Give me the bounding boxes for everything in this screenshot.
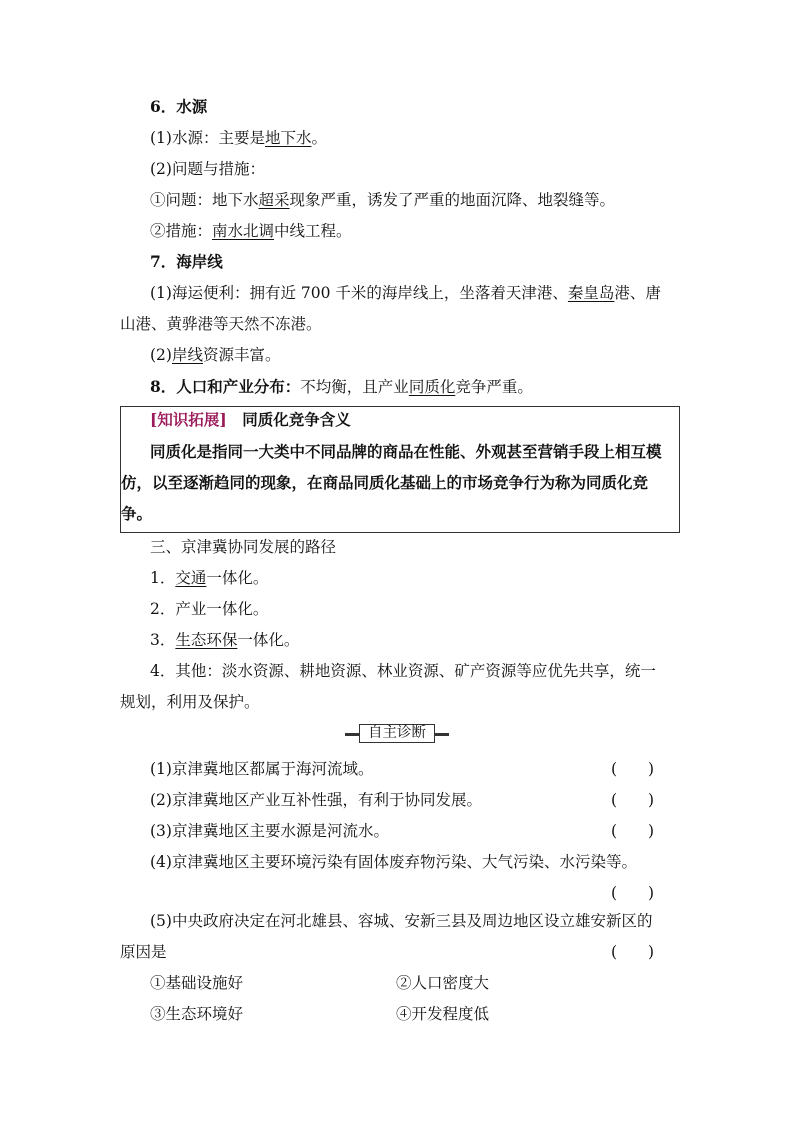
s6-line-2: (2)问题与措施： <box>150 160 265 178</box>
answer-blank-3[interactable]: ( ) <box>611 822 655 840</box>
s6-line-4: ②措施：南水北调中线工程。 <box>150 222 352 240</box>
section-8-heading: 8．人口和产业分布： <box>150 377 301 396</box>
s6-underlined-overexploit: 超采 <box>258 191 290 209</box>
s6-underlined-groundwater: 地下水 <box>264 129 312 147</box>
path-item-2: 2．产业一体化。 <box>150 600 269 618</box>
question-5-cont: 原因是 <box>120 943 167 961</box>
banner-right-bar <box>435 733 449 736</box>
path-item-1: 1．交通一体化。 <box>150 569 269 587</box>
s7-line-1-cont: 山港、黄骅港等天然不冻港。 <box>120 315 322 333</box>
s7-line-2: (2)岸线资源丰富。 <box>150 346 281 364</box>
option-4: ④开发程度低 <box>396 1005 490 1023</box>
question-5: (5)中央政府决定在河北雄县、容城、安新三县及周边地区设立雄安新区的 <box>150 912 653 930</box>
option-1: ①基础设施好 <box>150 974 244 992</box>
self-diagnosis-title: 自主诊断 <box>359 724 435 743</box>
section-6-heading: 6．水源 <box>150 97 208 116</box>
answer-blank-1[interactable]: ( ) <box>611 760 655 778</box>
s6-line-1: (1)水源：主要是地下水。 <box>150 129 327 147</box>
s7-underlined-coastline: 岸线 <box>171 346 203 364</box>
path-underlined-eco: 生态环保 <box>175 631 238 649</box>
path-item-4: 4．其他：淡水资源、耕地资源、林业资源、矿产资源等应优先共享，统一 <box>150 662 656 680</box>
knowledge-title: 同质化竞争含义 <box>242 410 351 429</box>
question-2: (2)京津冀地区产业互补性强，有利于协同发展。 <box>150 791 482 809</box>
s7-underlined-qinhuangdao: 秦皇岛 <box>567 284 615 302</box>
option-2: ②人口密度大 <box>396 974 490 992</box>
self-diagnosis-banner <box>345 724 449 744</box>
knowledge-line-2: 仿，以至逐渐趋同的现象，在商品同质化基础上的市场竞争行为称为同质化竞 <box>121 473 649 492</box>
path-underlined-transport: 交通 <box>175 569 207 587</box>
knowledge-line-1: 同质化是指同一大类中不同品牌的商品在性能、外观甚至营销手段上相互模 <box>150 442 662 461</box>
option-3: ③生态环境好 <box>150 1005 244 1023</box>
question-3: (3)京津冀地区主要水源是河流水。 <box>150 822 389 840</box>
s7-line-1: (1)海运便利：拥有近 700 千米的海岸线上，坐落着天津港、秦皇岛港、唐 <box>150 284 661 302</box>
section-3-heading: 三、京津冀协同发展的路径 <box>150 538 337 556</box>
s6-underlined-south-north: 南水北调 <box>212 222 275 240</box>
s6-line-3: ①问题：地下水超采现象严重，诱发了严重的地面沉降、地裂缝等。 <box>150 191 616 209</box>
knowledge-extension-box <box>120 406 680 533</box>
answer-blank-2[interactable]: ( ) <box>611 791 655 809</box>
path-item-4-cont: 规划，利用及保护。 <box>120 693 260 711</box>
section-7-heading: 7．海岸线 <box>150 252 223 271</box>
banner-left-bar <box>345 733 359 736</box>
answer-blank-5[interactable]: ( ) <box>611 943 655 961</box>
s8-underlined-homogeneous: 同质化 <box>408 378 456 396</box>
path-item-3: 3．生态环保一体化。 <box>150 631 300 649</box>
question-1: (1)京津冀地区都属于海河流域。 <box>150 760 374 778</box>
knowledge-tag: [知识拓展] <box>150 410 227 429</box>
knowledge-box-header <box>150 410 351 430</box>
answer-blank-4[interactable]: ( ) <box>611 884 655 902</box>
question-4: (4)京津冀地区主要环境污染有固体废弃物污染、大气污染、水污染等。 <box>150 853 637 871</box>
knowledge-line-3: 争。 <box>121 504 153 523</box>
s8-line: 8．人口和产业分布：不均衡，且产业同质化竞争严重。 <box>150 377 533 396</box>
